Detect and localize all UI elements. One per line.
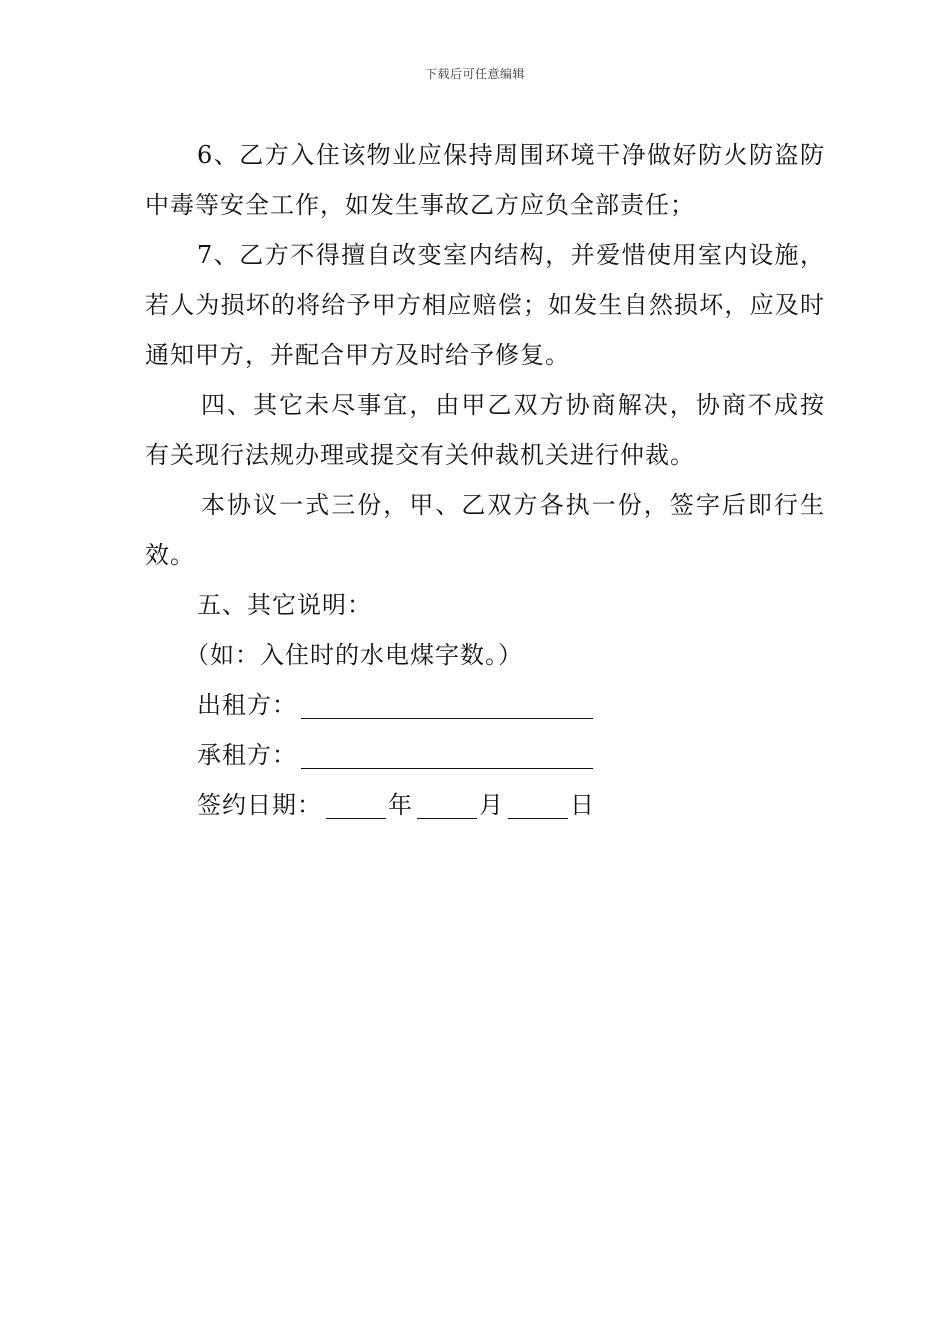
lessor-blank[interactable]	[301, 690, 593, 719]
signing-date-line	[145, 780, 825, 830]
copies-paragraph: 本协议一式三份，甲、乙双方各执一份，签字后即行生效。	[145, 491, 825, 569]
date-label: 签约日期：	[197, 791, 322, 819]
month-label: 月	[479, 791, 504, 819]
year-blank[interactable]	[326, 790, 386, 819]
note-line: （如：入住时的水电煤字数。）	[185, 641, 523, 669]
year-label: 年	[388, 791, 413, 819]
clause-7-paragraph: 7、乙方不得擅自改变室内结构，并爱惜使用室内设施，若人为损坏的将给予甲方相应赔偿；如发生自然损坏，应及时通知甲方，并配合甲方及时给予修复。	[145, 241, 825, 369]
lessee-signature-line	[145, 730, 825, 780]
day-blank[interactable]	[508, 790, 568, 819]
day-label: 日	[570, 791, 595, 819]
lessor-label: 出租方：	[197, 691, 297, 719]
month-blank[interactable]	[417, 790, 477, 819]
clause-6-paragraph: 6、乙方入住该物业应保持周围环境干净做好防火防盗防中毒等安全工作，如发生事故乙方应负全部责任；	[145, 141, 825, 219]
document-body	[145, 130, 825, 830]
lessor-signature-line	[145, 680, 825, 730]
lessee-label: 承租方：	[197, 741, 297, 769]
lessee-blank[interactable]	[301, 740, 593, 769]
section-4-paragraph: 四、其它未尽事宜，由甲乙双方协商解决，协商不成按有关现行法规办理或提交有关仲裁机关进行仲裁。	[145, 391, 825, 469]
page-header: 下载后可任意编辑	[424, 67, 525, 81]
section-5-heading: 五、其它说明：	[197, 591, 372, 619]
